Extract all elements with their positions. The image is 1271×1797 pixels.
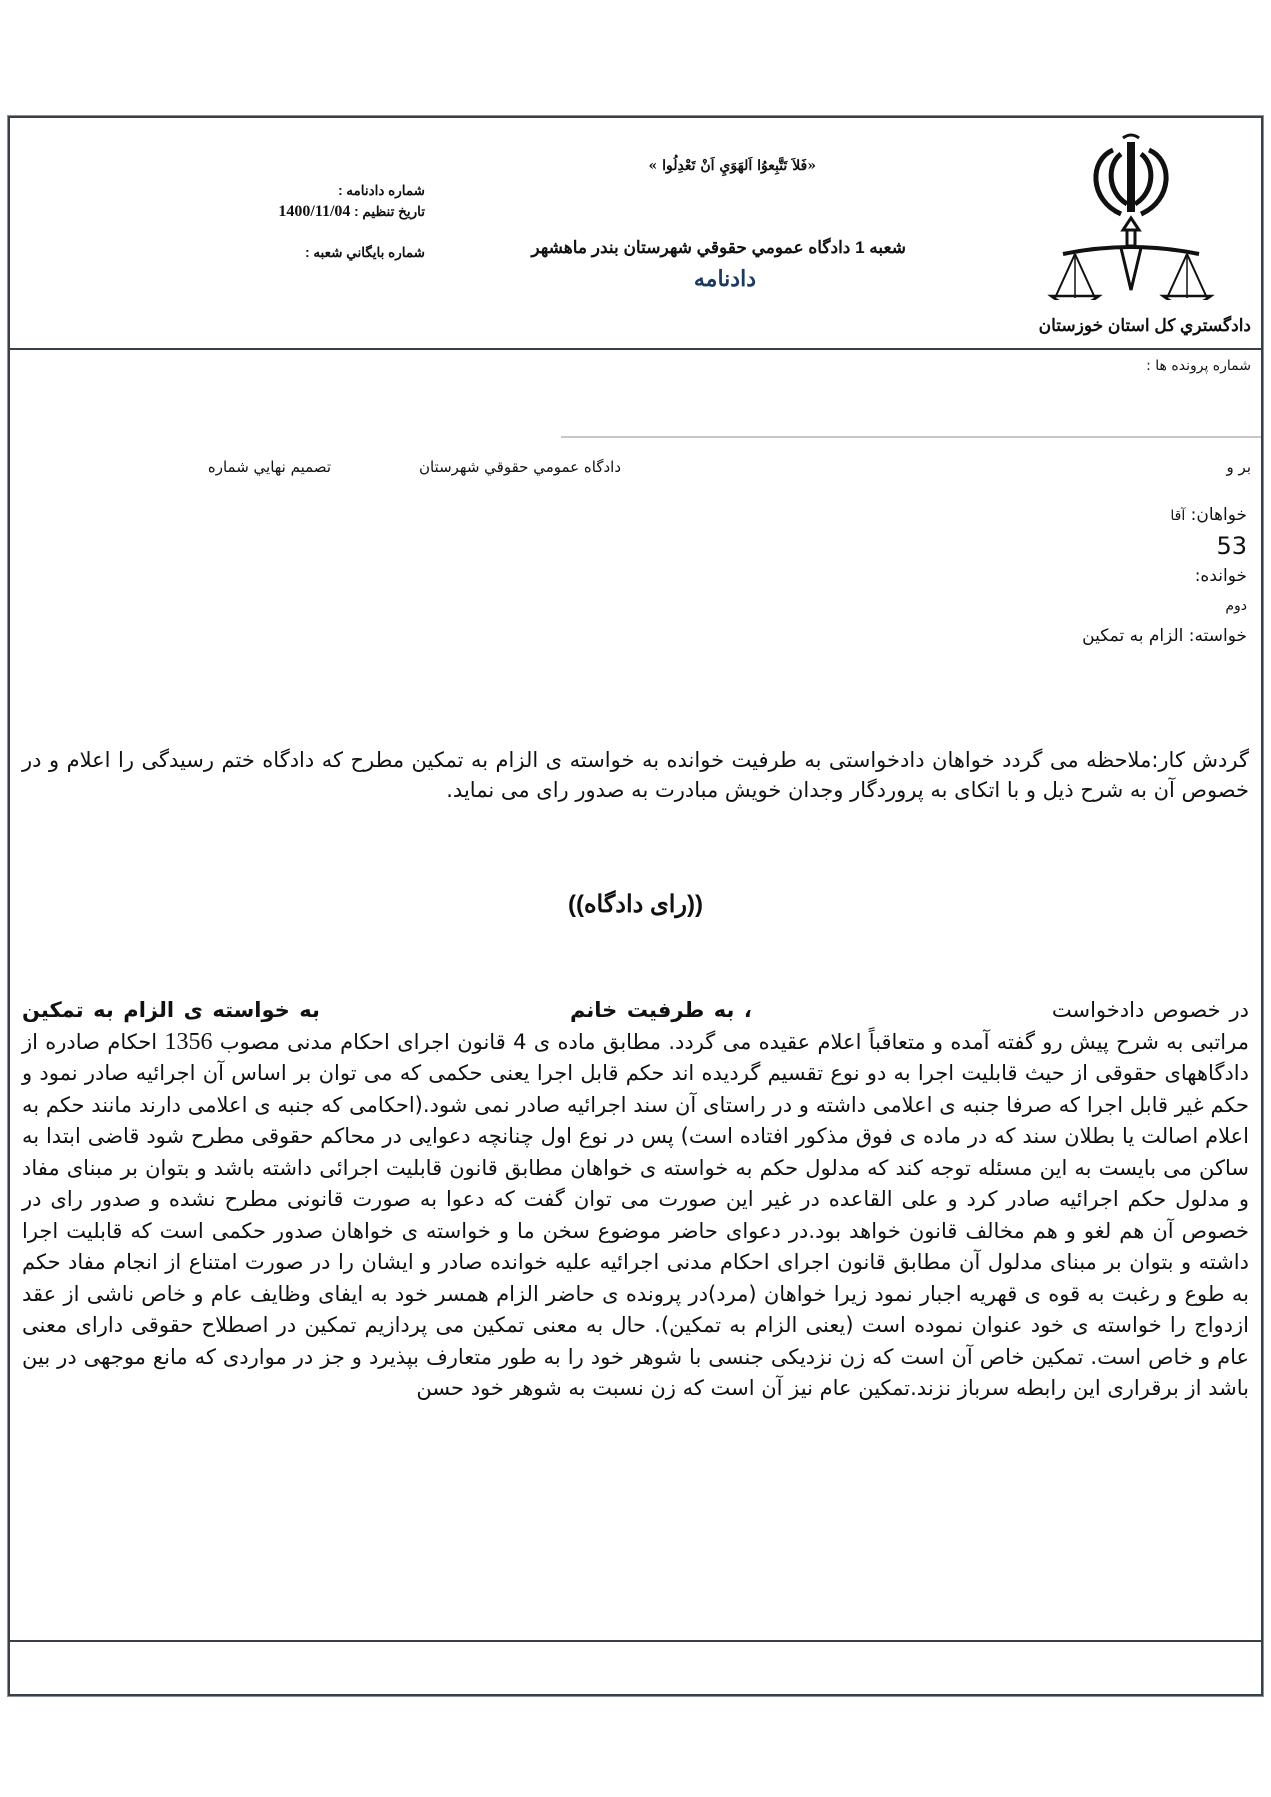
case-info-court: دادگاه عمومي حقوقي شهرستان: [418, 458, 621, 476]
document-footer: [10, 1640, 1261, 1694]
archive-number-label: شماره بايگاني شعبه :: [305, 245, 425, 260]
verdict-paragraph: [22, 995, 1249, 1405]
quran-verse: «فَلاَ تَتَّبِعوُا اَلهَوَيِ اَنْ تَعْدِلُوا »: [648, 158, 816, 174]
defendant-label: خوانده:: [1194, 566, 1247, 586]
document-body: [10, 350, 1261, 1640]
request-row: [1082, 621, 1247, 651]
divider: [561, 436, 1261, 438]
verdict-intro: در خصوص دادخواست: [1051, 998, 1249, 1022]
document-title: دادنامه: [693, 266, 756, 291]
request-value: الزام به تمكين: [1082, 626, 1184, 646]
organization-name: دادگستري كل استان خوزستان: [1038, 316, 1251, 335]
court-title: شعبه 1 دادگاه عمومي حقوقي شهرستان بندر ماهشهر: [531, 238, 906, 257]
verdict-meta: [278, 180, 425, 263]
request-label: خواسته:: [1188, 626, 1247, 646]
archive-number-row: [278, 242, 425, 263]
iran-judiciary-emblem-icon: [1041, 130, 1221, 300]
case-info-row: [20, 458, 1251, 480]
verdict-body-1: مراتبی به شرح پیش رو گفته آمده و متعاقباً اعلام عقیده می گردد. مطابق ماده ی 4 قانون اجرای احکام مدنی مصوب: [219, 1029, 1249, 1054]
number-53: 53: [1216, 532, 1247, 560]
plaintiff-row: [1082, 500, 1247, 531]
plaintiff-label: خواهان:: [1190, 505, 1247, 525]
verdict-number-row: [278, 180, 425, 201]
case-info-final-decision: تصميم نهايي شماره: [207, 458, 331, 476]
case-parties: [1082, 500, 1247, 651]
date-value: 1400/11/04: [278, 203, 351, 220]
document-frame: [8, 116, 1263, 1696]
case-numbers-label: شماره پرونده ها :: [1146, 358, 1251, 374]
verdict-respondent: ، به طرفیت خانم: [569, 998, 752, 1022]
date-row: [278, 201, 425, 222]
date-label: تاريخ تنظيم :: [354, 204, 425, 219]
plaintiff-value: آقا: [1170, 508, 1186, 524]
verdict-request: به خواسته ی الزام به تمکین: [22, 998, 320, 1022]
defendant-row: [1082, 561, 1247, 591]
document-header: [10, 118, 1261, 350]
case-info-right: بر و: [1226, 458, 1251, 476]
verdict-number-label: شماره دادنامه :: [338, 183, 425, 198]
second-label: دوم: [1225, 598, 1247, 614]
verdict-title: ((رای دادگاه)): [567, 891, 704, 918]
proceedings-paragraph: گردش کار:ملاحظه می گردد خواهان دادخواستی به طرفیت خوانده به خواسته ی الزام به تمکین مطرح که دادگاه ختم رسیدگی را اعلام و در خصوص آن به شرح ذیل و با اتکای به پروردگار وجدان خویش مبادرت به صدور رای می نماید.: [22, 748, 1249, 802]
verdict-body-2: احکام صادره از دادگاههای حقوقی از حیث قابلیت اجرا به دو نوع تقسیم گردیده اند حکم قابل اجرا یعنی حکمی که می توان بر اساس آن اجرائیه صادر نمود و حکم غیر قابل اجرا که صرفا جنبه ی اعلامی داشته و در راستای آن سند اجرائیه صادر نمی شود.(احکامی که جنبه ی اعلامی دارند مانند حکم به اعلام اصالت یا بطلان سند که در ماده ی فوق مذکور افتاده است) پس در نوع اول چنانچه دعوایی در محاکم حقوقی مطرح شود قاضی ابتدا به ساکن می بایست به این مسئله توجه کند که مدلول حکم به خواسته ی خواهان مطابق قانون قابلیت اجرائی داشته باشد و بتوان بر مبنای مفاد و مدلول حکم اجرائیه صادر کرد و علی القاعده در غیر این صورت می توان گفت که دعوا به صورت قانونی مطرح نشده و صدور رای در خصوص آن هم لغو و هم مخالف قانون خواهد بود.در دعوای حاضر موضوع سخن ما و خواسته ی خواهان صدور حکمی است که قابلیت اجرا داشته و بتوان بر مبنای مدلول آن مطابق قانون اجرای احکام مدنی اجرائیه علیه خوانده صادر و ایشان را در صورت امتناع از انجام مفاد حکم به طوع و رغبت به قوه ی قهریه اجبار نمود زیرا خواهان (مرد)در پرونده ی حاضر الزام همسر خود به ایفای وظایف عام و خاص ناشی از عقد ازدواج را خواسته ی خود عنوان نموده است (یعنی الزام به تمکین). حال به معنی تمکین می پردازیم تمکین در اصطلاح حقوقی دارای معنی عام و خاص است. تمکین خاص آن است که زن نزدیکی جنسی با شوهر خود را به طور متعارف بپذیرد و جز در مواردی که مانع موجهی در بین باشد از برقراری این رابطه سرباز نزند.تمکین عام نیز آن است که زن نسبت به شوهر خود حسن: [22, 1029, 1249, 1400]
law-year: 1356: [164, 1028, 213, 1055]
